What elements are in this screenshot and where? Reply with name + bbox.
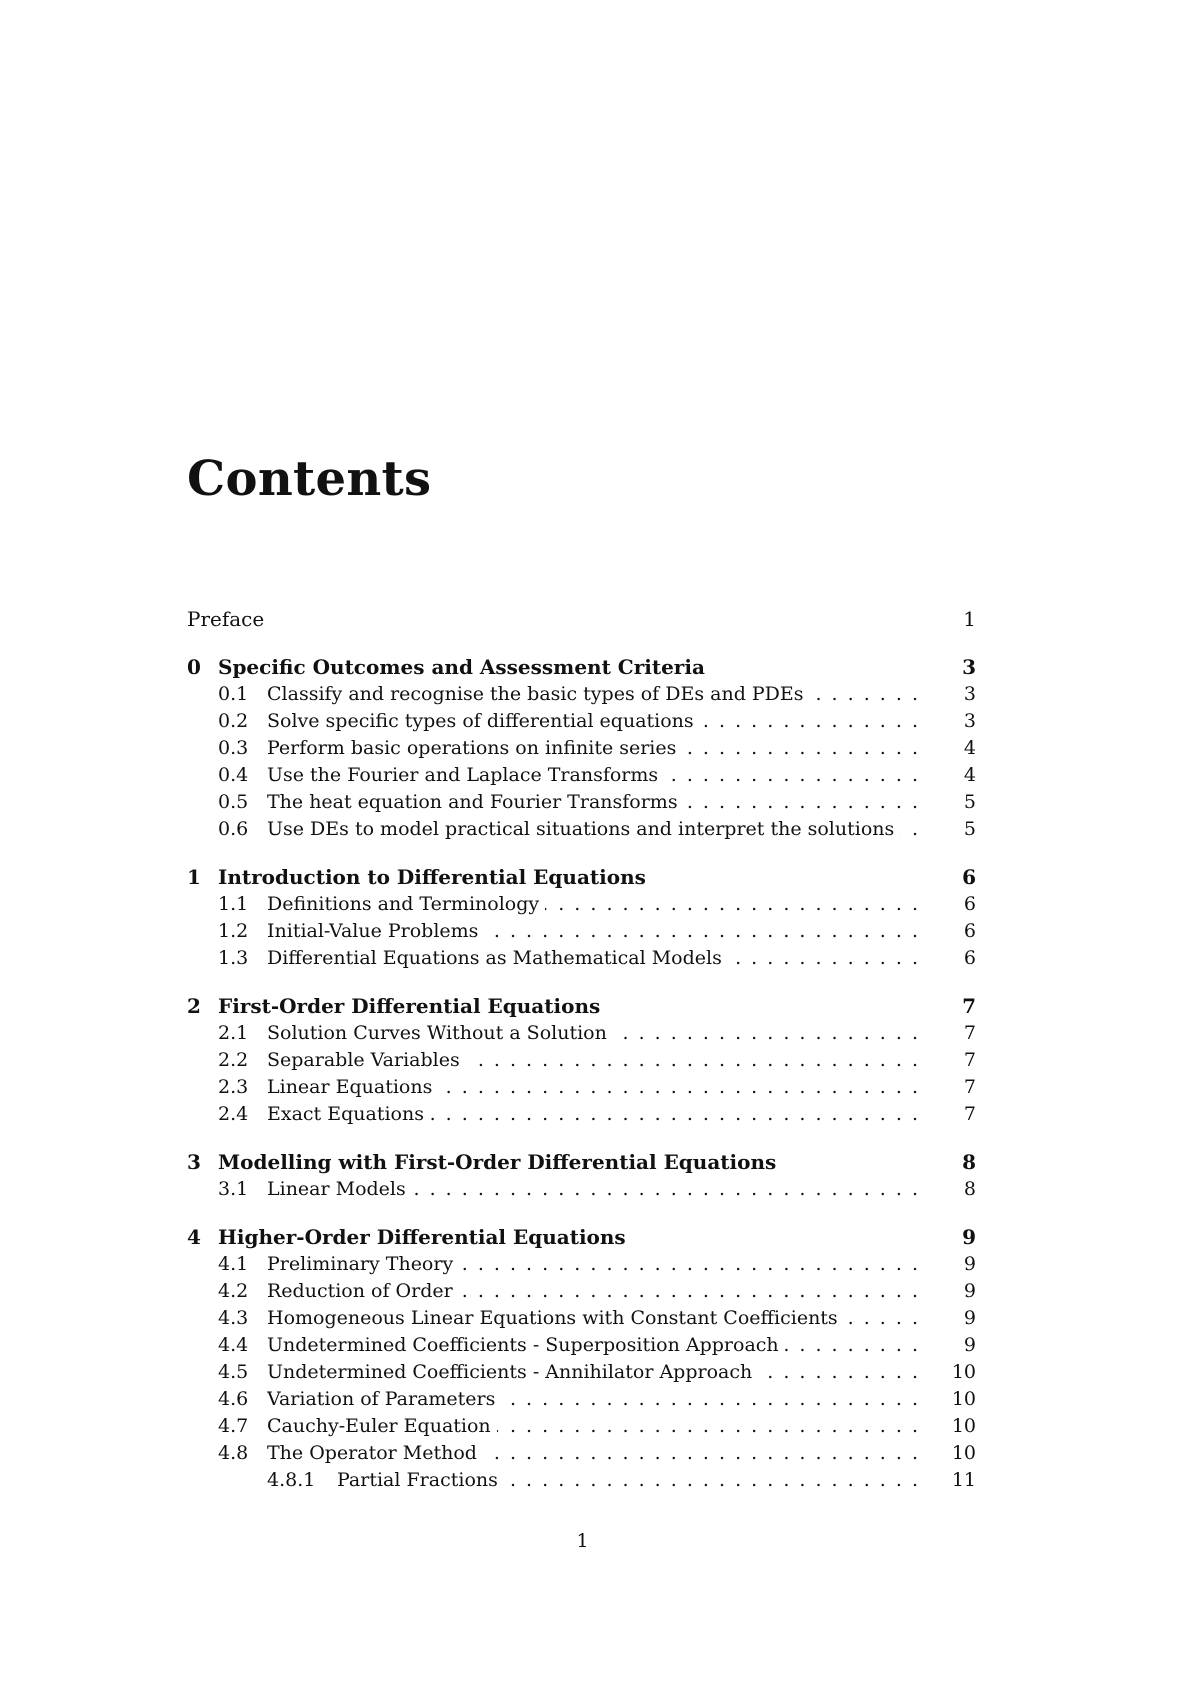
toc-section-2-3[interactable] — [187, 1074, 976, 1101]
toc-section-1-2[interactable] — [187, 918, 976, 945]
toc-section-number: 0.5 — [218, 791, 249, 813]
toc-section-title: Preliminary Theory — [267, 1253, 459, 1275]
toc-chapter-number: 4 — [187, 1225, 201, 1249]
toc-section-page: 10 — [951, 1442, 976, 1464]
toc-section-title: Use the Fourier and Laplace Transforms — [267, 764, 664, 786]
toc-section-0-5[interactable] — [187, 789, 976, 816]
toc-section-number: 4.8 — [218, 1442, 249, 1464]
toc-section-number: 2.2 — [218, 1049, 249, 1071]
toc-entry-page: 1 — [963, 607, 976, 631]
toc-subsection-page: 11 — [951, 1469, 976, 1491]
table-of-contents — [187, 606, 976, 1494]
toc-chapter-number: 1 — [187, 865, 201, 889]
toc-entry-title: Preface — [187, 607, 270, 631]
toc-section-title: Reduction of Order — [267, 1280, 459, 1302]
toc-chapter-2[interactable] — [187, 993, 976, 1020]
toc-section-page: 3 — [963, 710, 976, 732]
toc-entry-preface[interactable] — [187, 606, 976, 633]
toc-section-number: 4.1 — [218, 1253, 249, 1275]
toc-section-1-1[interactable] — [187, 891, 976, 918]
toc-section-4-3[interactable] — [187, 1305, 976, 1332]
toc-chapter-number: 2 — [187, 994, 201, 1018]
toc-section-4-5[interactable] — [187, 1359, 976, 1386]
toc-section-page: 7 — [963, 1103, 976, 1125]
toc-chapter-number: 0 — [187, 655, 201, 679]
toc-section-title: Initial-Value Problems — [267, 920, 484, 942]
toc-chapter-page: 6 — [962, 865, 976, 889]
toc-chapter-number: 3 — [187, 1150, 201, 1174]
toc-section-4-1[interactable] — [187, 1251, 976, 1278]
page-title: Contents — [187, 451, 432, 507]
toc-section-0-3[interactable] — [187, 735, 976, 762]
toc-section-title: Linear Equations — [267, 1076, 438, 1098]
toc-section-number: 4.4 — [218, 1334, 249, 1356]
toc-section-title: The heat equation and Fourier Transforms — [267, 791, 684, 813]
toc-section-page: 9 — [963, 1307, 976, 1329]
toc-section-number: 4.2 — [218, 1280, 249, 1302]
toc-section-number: 1.3 — [218, 947, 249, 969]
toc-section-4-4[interactable] — [187, 1332, 976, 1359]
toc-section-number: 4.3 — [218, 1307, 249, 1329]
toc-section-0-4[interactable] — [187, 762, 976, 789]
toc-section-title: Classify and recognise the basic types of DEs and PDEs — [267, 683, 810, 705]
toc-section-2-1[interactable] — [187, 1020, 976, 1047]
toc-section-4-2[interactable] — [187, 1278, 976, 1305]
toc-section-page: 4 — [963, 737, 976, 759]
toc-chapter-title: First-Order Differential Equations — [218, 994, 606, 1018]
toc-subsection-4-8-1[interactable] — [187, 1467, 976, 1494]
toc-chapter-0[interactable] — [187, 654, 976, 681]
toc-section-number: 2.1 — [218, 1022, 249, 1044]
toc-section-number: 4.7 — [218, 1415, 249, 1437]
toc-chapter-page: 3 — [962, 655, 976, 679]
toc-section-page: 6 — [963, 893, 976, 915]
toc-section-page: 8 — [963, 1178, 976, 1200]
toc-chapter-title: Specific Outcomes and Assessment Criteria — [218, 655, 711, 679]
toc-section-page: 5 — [963, 818, 976, 840]
toc-section-page: 10 — [951, 1388, 976, 1410]
toc-section-4-8[interactable] — [187, 1440, 976, 1467]
toc-section-title: Homogeneous Linear Equations with Constant Coefficients — [267, 1307, 844, 1329]
toc-section-page: 7 — [963, 1049, 976, 1071]
toc-section-title: Linear Models — [267, 1178, 412, 1200]
toc-section-page: 7 — [963, 1022, 976, 1044]
toc-section-2-2[interactable] — [187, 1047, 976, 1074]
toc-chapter-1[interactable] — [187, 864, 976, 891]
toc-section-page: 9 — [963, 1334, 976, 1356]
toc-section-number: 4.5 — [218, 1361, 249, 1383]
toc-section-page: 6 — [963, 947, 976, 969]
toc-section-4-7[interactable] — [187, 1413, 976, 1440]
toc-section-number: 0.3 — [218, 737, 249, 759]
toc-section-page: 9 — [963, 1253, 976, 1275]
toc-section-title: The Operator Method — [267, 1442, 483, 1464]
toc-section-title: Exact Equations — [267, 1103, 430, 1125]
toc-section-title: Differential Equations as Mathematical Models — [267, 947, 728, 969]
toc-section-3-1[interactable] — [187, 1176, 976, 1203]
toc-section-1-3[interactable] — [187, 945, 976, 972]
toc-section-title: Definitions and Terminology — [267, 893, 545, 915]
toc-section-0-2[interactable] — [187, 708, 976, 735]
toc-section-number: 1.2 — [218, 920, 249, 942]
toc-section-page: 7 — [963, 1076, 976, 1098]
toc-section-0-1[interactable] — [187, 681, 976, 708]
toc-chapter-title: Introduction to Differential Equations — [218, 865, 652, 889]
toc-section-number: 4.6 — [218, 1388, 249, 1410]
toc-section-0-6[interactable] — [187, 816, 976, 843]
toc-section-title: Perform basic operations on infinite series — [267, 737, 682, 759]
toc-section-2-4[interactable] — [187, 1101, 976, 1128]
toc-section-title: Use DEs to model practical situations and interpret the solutions — [267, 818, 900, 840]
toc-section-page: 4 — [963, 764, 976, 786]
toc-section-number: 0.6 — [218, 818, 249, 840]
toc-chapter-title: Modelling with First-Order Differential Equations — [218, 1150, 782, 1174]
toc-section-number: 0.2 — [218, 710, 249, 732]
toc-section-number: 0.1 — [218, 683, 249, 705]
toc-chapter-4[interactable] — [187, 1224, 976, 1251]
page-number: 1 — [576, 1530, 589, 1552]
toc-chapter-page: 7 — [962, 994, 976, 1018]
toc-section-number: 3.1 — [218, 1178, 249, 1200]
toc-section-number: 2.3 — [218, 1076, 249, 1098]
toc-section-number: 0.4 — [218, 764, 249, 786]
toc-section-title: Variation of Parameters — [267, 1388, 501, 1410]
toc-section-title: Solve specific types of differential equations — [267, 710, 700, 732]
toc-section-page: 10 — [951, 1361, 976, 1383]
toc-chapter-title: Higher-Order Differential Equations — [218, 1225, 632, 1249]
toc-section-number: 2.4 — [218, 1103, 249, 1125]
toc-section-title: Undetermined Coefficients - Superposition Approach — [267, 1334, 785, 1356]
toc-chapter-page: 9 — [962, 1225, 976, 1249]
toc-section-title: Solution Curves Without a Solution — [267, 1022, 613, 1044]
toc-section-page: 9 — [963, 1280, 976, 1302]
toc-section-page: 5 — [963, 791, 976, 813]
toc-section-4-6[interactable] — [187, 1386, 976, 1413]
toc-chapter-page: 8 — [962, 1150, 976, 1174]
toc-section-page: 6 — [963, 920, 976, 942]
toc-subsection-number: 4.8.1 — [267, 1469, 316, 1491]
toc-section-page: 3 — [963, 683, 976, 705]
toc-section-title: Undetermined Coefficients - Annihilator Approach — [267, 1361, 758, 1383]
toc-section-title: Separable Variables — [267, 1049, 466, 1071]
toc-subsection-title: Partial Fractions — [337, 1469, 504, 1491]
toc-section-number: 1.1 — [218, 893, 249, 915]
toc-chapter-3[interactable] — [187, 1149, 976, 1176]
toc-section-page: 10 — [951, 1415, 976, 1437]
toc-section-title: Cauchy-Euler Equation — [267, 1415, 497, 1437]
